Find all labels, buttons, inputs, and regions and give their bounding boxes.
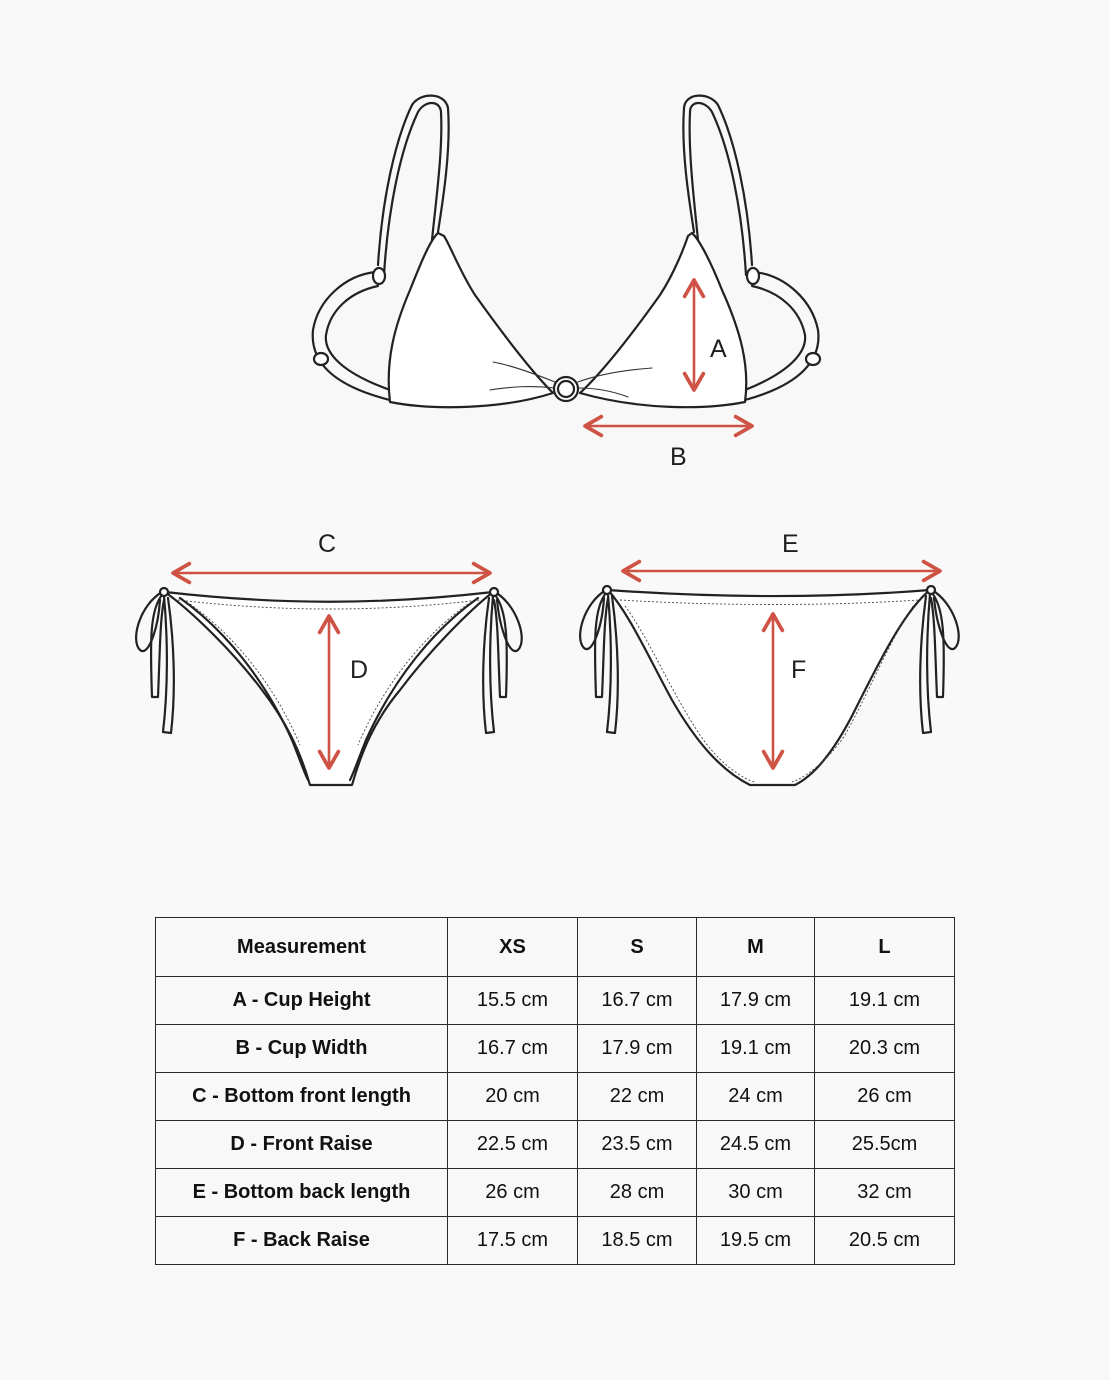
row-label: B - Cup Width: [156, 1025, 448, 1073]
row-label: F - Back Raise: [156, 1217, 448, 1265]
table-row: [156, 1217, 955, 1265]
table-cell: 26 cm: [815, 1073, 955, 1121]
table-cell: 19.1 cm: [815, 977, 955, 1025]
table-cell: 28 cm: [578, 1169, 697, 1217]
label-a: A: [710, 335, 727, 363]
table-cell: 16.7 cm: [448, 1025, 578, 1073]
label-d: D: [350, 656, 369, 684]
header-measurement: Measurement: [156, 918, 448, 977]
table-cell: 23.5 cm: [578, 1121, 697, 1169]
header-s: S: [578, 918, 697, 977]
size-chart-table: [155, 917, 955, 1265]
table-cell: 22 cm: [578, 1073, 697, 1121]
row-label: C - Bottom front length: [156, 1073, 448, 1121]
table-cell: 20.3 cm: [815, 1025, 955, 1073]
table-cell: 17.9 cm: [578, 1025, 697, 1073]
table-cell: 15.5 cm: [448, 977, 578, 1025]
table-cell: 16.7 cm: [578, 977, 697, 1025]
table-cell: 32 cm: [815, 1169, 955, 1217]
header-l: L: [815, 918, 955, 977]
table-header-row: [156, 918, 955, 977]
table-row: [156, 1169, 955, 1217]
bikini-top-illustration: [313, 96, 820, 408]
table-row: [156, 1121, 955, 1169]
table-cell: 30 cm: [697, 1169, 815, 1217]
header-m: M: [697, 918, 815, 977]
label-b: B: [670, 443, 687, 471]
table-cell: 17.5 cm: [448, 1217, 578, 1265]
label-e: E: [782, 530, 799, 558]
table-cell: 20 cm: [448, 1073, 578, 1121]
table-cell: 22.5 cm: [448, 1121, 578, 1169]
table-cell: 19.1 cm: [697, 1025, 815, 1073]
label-f: F: [791, 656, 807, 684]
table-cell: 24 cm: [697, 1073, 815, 1121]
table-row: [156, 1073, 955, 1121]
label-c: C: [318, 530, 337, 558]
table-row: [156, 977, 955, 1025]
table-cell: 26 cm: [448, 1169, 578, 1217]
table-row: [156, 1025, 955, 1073]
table-cell: 19.5 cm: [697, 1217, 815, 1265]
row-label: A - Cup Height: [156, 977, 448, 1025]
row-label: E - Bottom back length: [156, 1169, 448, 1217]
table-cell: 24.5 cm: [697, 1121, 815, 1169]
header-xs: XS: [448, 918, 578, 977]
row-label: D - Front Raise: [156, 1121, 448, 1169]
table-cell: 18.5 cm: [578, 1217, 697, 1265]
table-cell: 17.9 cm: [697, 977, 815, 1025]
table-cell: 25.5cm: [815, 1121, 955, 1169]
table-cell: 20.5 cm: [815, 1217, 955, 1265]
